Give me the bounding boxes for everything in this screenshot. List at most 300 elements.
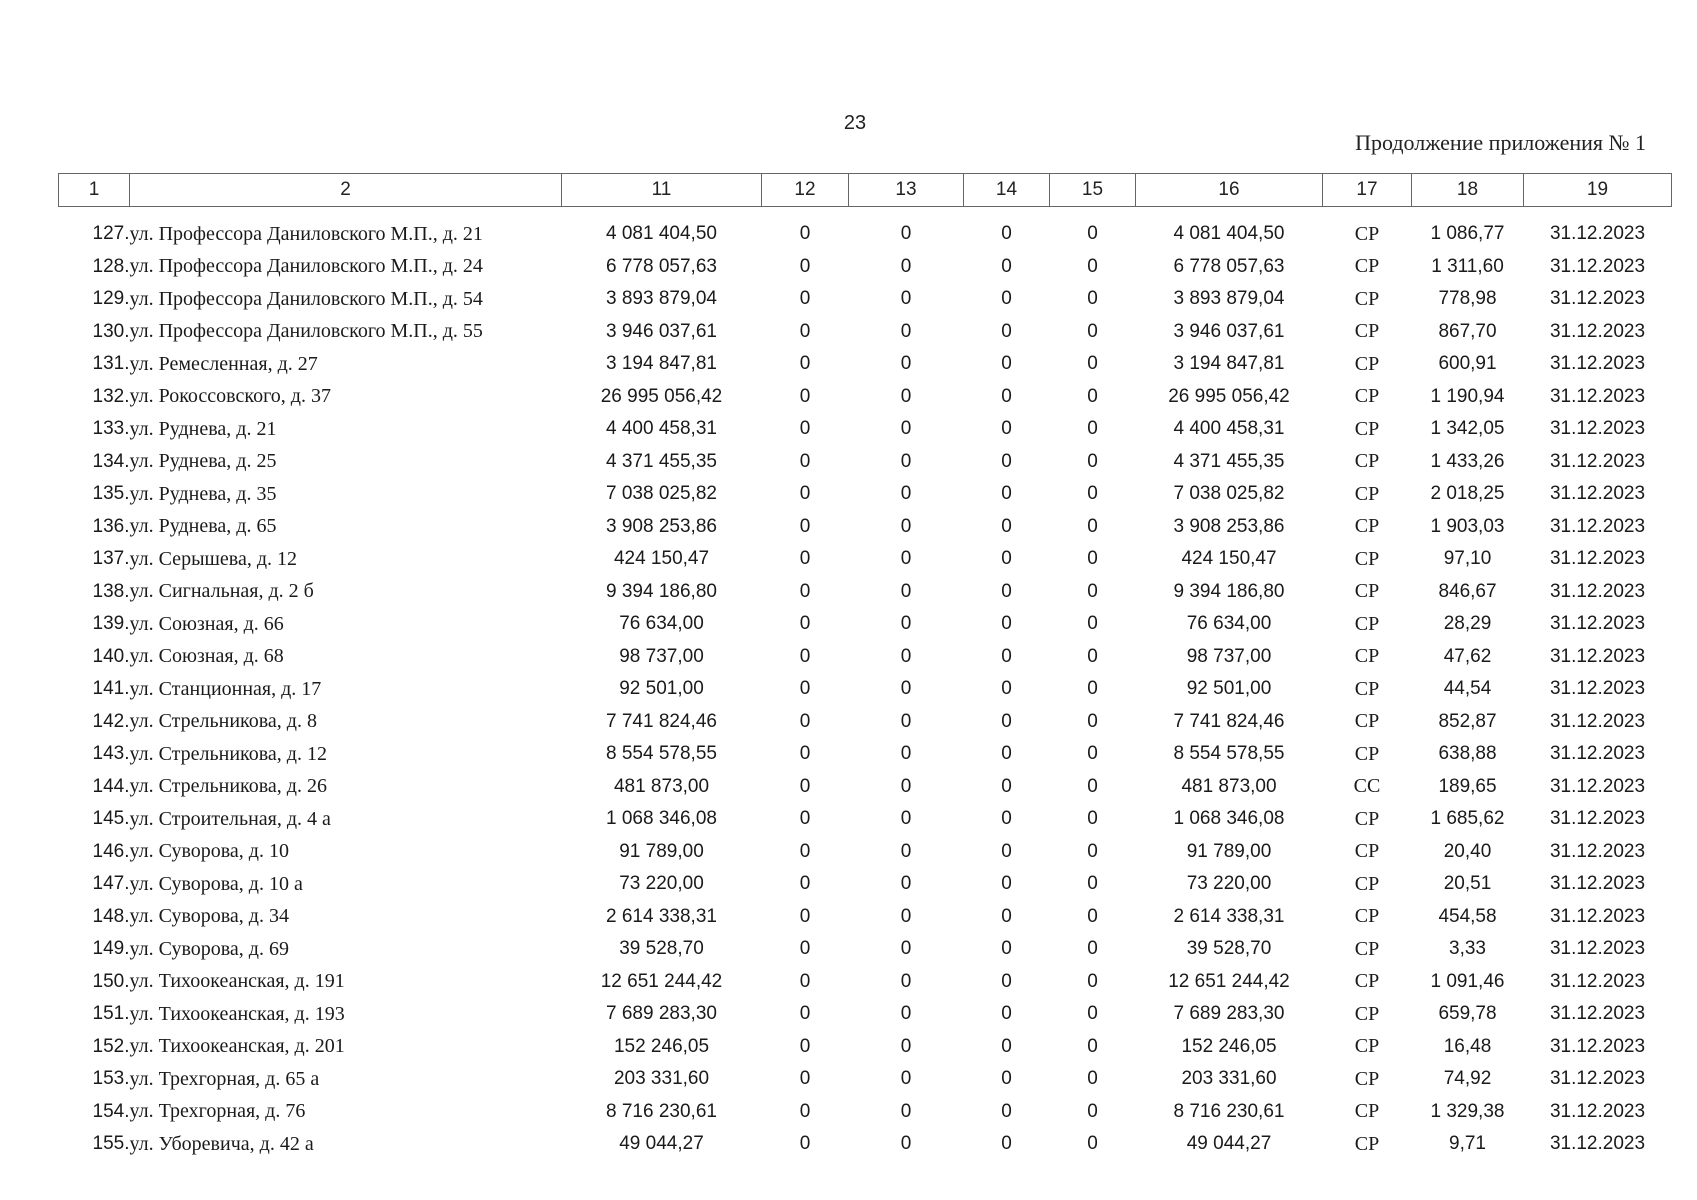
- table-row: [59, 283, 1672, 316]
- amount-col-14: 0: [1001, 548, 1012, 570]
- table-row: [59, 868, 1672, 901]
- work-type: СР: [1354, 1002, 1380, 1025]
- amount-col-14: 0: [1001, 808, 1012, 830]
- amount-col-16: 7 038 025,82: [1173, 483, 1285, 505]
- work-type: СР: [1354, 450, 1380, 473]
- amount-col-14: 0: [1001, 223, 1012, 245]
- area-value: 1 190,94: [1430, 385, 1505, 407]
- work-type: СР: [1354, 840, 1380, 863]
- amount-col-14: 0: [1001, 970, 1012, 992]
- amount-col-15: 0: [1087, 223, 1098, 245]
- amount-col-15: 0: [1087, 1035, 1098, 1057]
- amount-col-16: 12 651 244,42: [1168, 970, 1290, 992]
- amount-col-14: 0: [1001, 873, 1012, 895]
- amount-col-15: 0: [1087, 1068, 1098, 1090]
- amount-col-14: 0: [1001, 710, 1012, 732]
- data-table: [58, 173, 1672, 1161]
- row-number: 137.: [92, 548, 130, 570]
- amount-col-15: 0: [1087, 743, 1098, 765]
- amount-total: 91 789,00: [619, 840, 704, 862]
- table-row: [59, 251, 1672, 284]
- amount-total: 92 501,00: [619, 678, 704, 700]
- address: ул. Тихоокеанская, д. 201: [129, 1035, 345, 1058]
- row-number: 150.: [92, 970, 130, 992]
- amount-col-15: 0: [1087, 255, 1098, 277]
- address: ул. Стрельникова, д. 12: [129, 742, 327, 765]
- table-row: [59, 348, 1672, 381]
- amount-col-16: 3 194 847,81: [1173, 353, 1285, 375]
- deadline-date: 31.12.2023: [1549, 1035, 1646, 1057]
- amount-col-13: 0: [900, 1068, 912, 1090]
- row-number: 140.: [92, 645, 130, 667]
- work-type: СР: [1354, 677, 1380, 700]
- deadline-date: 31.12.2023: [1549, 418, 1646, 440]
- amount-total: 3 893 879,04: [606, 288, 717, 310]
- area-value: 20,51: [1443, 873, 1492, 895]
- amount-col-16: 9 394 186,80: [1173, 580, 1285, 602]
- deadline-date: 31.12.2023: [1549, 905, 1646, 927]
- amount-total: 4 400 458,31: [606, 418, 717, 440]
- amount-total: 26 995 056,42: [600, 385, 723, 407]
- work-type: СР: [1354, 255, 1380, 278]
- area-value: 1 342,05: [1430, 418, 1505, 440]
- amount-col-16: 76 634,00: [1186, 613, 1272, 635]
- row-number: 146.: [92, 840, 130, 862]
- amount-col-13: 0: [900, 775, 912, 797]
- table-row: [59, 706, 1672, 739]
- row-number: 141.: [92, 678, 130, 700]
- amount-col-12: 0: [799, 873, 811, 895]
- area-value: 1 433,26: [1430, 450, 1505, 472]
- column-header-12: 12: [762, 174, 849, 207]
- table-row: [59, 1063, 1672, 1096]
- work-type: СР: [1354, 645, 1380, 668]
- deadline-date: 31.12.2023: [1549, 710, 1646, 732]
- column-header-2: 2: [130, 174, 562, 207]
- amount-col-14: 0: [1001, 645, 1012, 667]
- work-type: СР: [1354, 872, 1380, 895]
- amount-col-15: 0: [1087, 288, 1098, 310]
- amount-col-14: 0: [1001, 613, 1012, 635]
- amount-col-15: 0: [1087, 970, 1098, 992]
- table-row: [59, 1128, 1672, 1161]
- amount-col-16: 73 220,00: [1186, 873, 1272, 895]
- amount-col-12: 0: [799, 515, 811, 537]
- area-value: 600,91: [1438, 353, 1497, 375]
- amount-total: 8 716 230,61: [606, 1100, 717, 1122]
- deadline-date: 31.12.2023: [1549, 678, 1646, 700]
- deadline-date: 31.12.2023: [1549, 548, 1646, 570]
- page-number: 23: [843, 112, 867, 134]
- amount-col-12: 0: [799, 808, 811, 830]
- amount-col-12: 0: [799, 645, 811, 667]
- amount-col-14: 0: [1001, 775, 1012, 797]
- amount-col-12: 0: [799, 385, 811, 407]
- amount-col-16: 4 081 404,50: [1173, 223, 1285, 245]
- amount-col-16: 8 716 230,61: [1173, 1100, 1285, 1122]
- work-type: СР: [1354, 417, 1380, 440]
- amount-col-14: 0: [1001, 1133, 1012, 1155]
- amount-total: 7 689 283,30: [606, 1003, 717, 1025]
- amount-col-16: 39 528,70: [1186, 938, 1272, 960]
- area-value: 852,87: [1438, 710, 1497, 732]
- table-row: [59, 738, 1672, 771]
- amount-col-12: 0: [799, 483, 811, 505]
- table-row: [59, 576, 1672, 609]
- deadline-date: 31.12.2023: [1549, 1133, 1646, 1155]
- amount-total: 73 220,00: [619, 873, 704, 895]
- deadline-date: 31.12.2023: [1549, 255, 1646, 277]
- amount-col-15: 0: [1087, 320, 1098, 342]
- amount-col-14: 0: [1001, 450, 1012, 472]
- work-type: СР: [1354, 515, 1380, 538]
- column-header-18: 18: [1412, 174, 1524, 207]
- address: ул. Стрельникова, д. 26: [129, 775, 327, 798]
- amount-col-15: 0: [1087, 1133, 1098, 1155]
- amount-col-14: 0: [1001, 678, 1012, 700]
- work-type: СР: [1354, 612, 1380, 635]
- amount-total: 2 614 338,31: [606, 905, 717, 927]
- row-number: 154.: [92, 1100, 130, 1122]
- amount-col-12: 0: [799, 320, 811, 342]
- address: ул. Руднева, д. 35: [129, 482, 277, 505]
- amount-col-12: 0: [799, 1035, 811, 1057]
- work-type: СС: [1353, 775, 1381, 798]
- amount-col-15: 0: [1087, 580, 1098, 602]
- amount-total: 4 371 455,35: [606, 450, 717, 472]
- amount-col-14: 0: [1001, 483, 1012, 505]
- address: ул. Суворова, д. 10: [129, 840, 289, 863]
- deadline-date: 31.12.2023: [1549, 873, 1646, 895]
- table-row: [59, 413, 1672, 446]
- deadline-date: 31.12.2023: [1549, 288, 1646, 310]
- amount-col-14: 0: [1001, 255, 1012, 277]
- amount-col-16: 4 400 458,31: [1173, 418, 1285, 440]
- amount-col-12: 0: [799, 580, 811, 602]
- row-number: 128.: [92, 255, 130, 277]
- amount-col-12: 0: [799, 1003, 811, 1025]
- amount-col-16: 49 044,27: [1186, 1133, 1272, 1155]
- amount-col-12: 0: [799, 450, 811, 472]
- amount-col-13: 0: [900, 840, 912, 862]
- table-row: [59, 803, 1672, 836]
- amount-col-15: 0: [1087, 775, 1098, 797]
- address: ул. Уборевича, д. 42 а: [129, 1132, 314, 1155]
- amount-total: 39 528,70: [619, 938, 704, 960]
- column-header-16: 16: [1136, 174, 1323, 207]
- amount-col-12: 0: [799, 613, 811, 635]
- amount-col-13: 0: [900, 1035, 912, 1057]
- address: ул. Тихоокеанская, д. 191: [129, 970, 345, 993]
- work-type: СР: [1354, 807, 1380, 830]
- row-number: 139.: [92, 613, 130, 635]
- row-number: 145.: [92, 808, 130, 830]
- amount-col-12: 0: [799, 255, 811, 277]
- amount-col-13: 0: [900, 483, 912, 505]
- work-type: СР: [1354, 1035, 1380, 1058]
- amount-col-13: 0: [900, 515, 912, 537]
- column-header-15: 15: [1050, 174, 1136, 207]
- area-value: 1 329,38: [1430, 1100, 1505, 1122]
- deadline-date: 31.12.2023: [1549, 743, 1646, 765]
- deadline-date: 31.12.2023: [1549, 1100, 1646, 1122]
- amount-col-15: 0: [1087, 353, 1098, 375]
- table-row: [59, 641, 1672, 674]
- table-row: [59, 316, 1672, 349]
- area-value: 3,33: [1449, 938, 1486, 960]
- deadline-date: 31.12.2023: [1549, 970, 1646, 992]
- amount-col-16: 4 371 455,35: [1173, 450, 1285, 472]
- amount-col-16: 203 331,60: [1181, 1068, 1277, 1090]
- table-row: [59, 998, 1672, 1031]
- area-value: 74,92: [1443, 1068, 1492, 1090]
- table-row: [59, 381, 1672, 414]
- area-value: 1 903,03: [1430, 515, 1505, 537]
- row-number: 147.: [92, 873, 130, 895]
- column-header-1: 1: [59, 174, 130, 207]
- amount-col-13: 0: [900, 1133, 912, 1155]
- amount-col-12: 0: [799, 223, 811, 245]
- address: ул. Суворова, д. 69: [129, 937, 289, 960]
- row-number: 143.: [92, 743, 130, 765]
- amount-col-12: 0: [799, 743, 811, 765]
- amount-col-12: 0: [799, 710, 811, 732]
- amount-total: 9 394 186,80: [606, 580, 717, 602]
- address: ул. Союзная, д. 68: [129, 645, 284, 668]
- work-type: СР: [1354, 1100, 1380, 1123]
- address: ул. Строительная, д. 4 а: [129, 807, 331, 830]
- area-value: 28,29: [1443, 613, 1492, 635]
- amount-col-16: 26 995 056,42: [1168, 385, 1290, 407]
- deadline-date: 31.12.2023: [1549, 1068, 1646, 1090]
- area-value: 9,71: [1449, 1133, 1486, 1155]
- amount-col-12: 0: [799, 970, 811, 992]
- row-number: 131.: [92, 353, 130, 375]
- amount-col-15: 0: [1087, 873, 1098, 895]
- amount-col-14: 0: [1001, 938, 1012, 960]
- address: ул. Профессора Даниловского М.П., д. 21: [129, 222, 483, 245]
- amount-col-13: 0: [900, 548, 912, 570]
- amount-col-14: 0: [1001, 288, 1012, 310]
- table-row: [59, 478, 1672, 511]
- row-number: 135.: [92, 483, 130, 505]
- amount-col-13: 0: [900, 580, 912, 602]
- amount-col-15: 0: [1087, 645, 1098, 667]
- amount-col-14: 0: [1001, 1003, 1012, 1025]
- work-type: СР: [1354, 222, 1380, 245]
- amount-col-12: 0: [799, 288, 811, 310]
- amount-col-16: 7 689 283,30: [1173, 1003, 1285, 1025]
- deadline-date: 31.12.2023: [1549, 775, 1646, 797]
- address: ул. Серышева, д. 12: [129, 547, 298, 570]
- area-value: 1 086,77: [1430, 223, 1505, 245]
- amount-col-13: 0: [900, 385, 912, 407]
- amount-col-12: 0: [799, 775, 811, 797]
- amount-col-15: 0: [1087, 515, 1098, 537]
- row-number: 129.: [92, 288, 130, 310]
- amount-col-14: 0: [1001, 1068, 1012, 1090]
- deadline-date: 31.12.2023: [1549, 938, 1646, 960]
- amount-col-16: 91 789,00: [1186, 840, 1272, 862]
- address: ул. Станционная, д. 17: [129, 677, 322, 700]
- address: ул. Профессора Даниловского М.П., д. 55: [129, 320, 483, 343]
- work-type: СР: [1354, 710, 1380, 733]
- address: ул. Суворова, д. 34: [129, 905, 289, 928]
- area-value: 1 685,62: [1430, 808, 1505, 830]
- amount-total: 12 651 244,42: [600, 970, 723, 992]
- area-value: 846,67: [1438, 580, 1497, 602]
- row-number: 136.: [92, 515, 130, 537]
- address: ул. Рокоссовского, д. 37: [129, 385, 331, 408]
- table-body: [59, 207, 1672, 1161]
- deadline-date: 31.12.2023: [1549, 385, 1646, 407]
- amount-col-15: 0: [1087, 938, 1098, 960]
- amount-col-13: 0: [900, 905, 912, 927]
- amount-col-12: 0: [799, 938, 811, 960]
- area-value: 47,62: [1443, 645, 1492, 667]
- table-row: [59, 901, 1672, 934]
- amount-col-13: 0: [900, 255, 912, 277]
- amount-total: 481 873,00: [613, 775, 710, 797]
- table-row: [59, 543, 1672, 576]
- amount-col-14: 0: [1001, 418, 1012, 440]
- amount-col-16: 3 946 037,61: [1173, 320, 1285, 342]
- area-value: 97,10: [1443, 548, 1492, 570]
- table-row: [59, 966, 1672, 999]
- work-type: СР: [1354, 580, 1380, 603]
- amount-col-16: 424 150,47: [1181, 548, 1277, 570]
- amount-total: 6 778 057,63: [606, 255, 717, 277]
- amount-col-14: 0: [1001, 320, 1012, 342]
- amount-col-16: 7 741 824,46: [1173, 710, 1285, 732]
- amount-col-13: 0: [900, 353, 912, 375]
- address: ул. Трехгорная, д. 65 а: [129, 1067, 320, 1090]
- column-header-17: 17: [1323, 174, 1412, 207]
- amount-col-13: 0: [900, 450, 912, 472]
- column-header-11: 11: [562, 174, 762, 207]
- area-value: 189,65: [1438, 775, 1497, 797]
- amount-col-16: 3 893 879,04: [1173, 288, 1285, 310]
- address: ул. Руднева, д. 25: [129, 450, 277, 473]
- amount-col-16: 152 246,05: [1181, 1035, 1277, 1057]
- amount-col-14: 0: [1001, 515, 1012, 537]
- amount-total: 424 150,47: [613, 548, 710, 570]
- amount-col-13: 0: [900, 1100, 912, 1122]
- amount-col-13: 0: [900, 613, 912, 635]
- amount-col-16: 481 873,00: [1181, 775, 1277, 797]
- amount-col-14: 0: [1001, 1035, 1012, 1057]
- area-value: 2 018,25: [1430, 483, 1505, 505]
- work-type: СР: [1354, 905, 1380, 928]
- area-value: 659,78: [1438, 1003, 1497, 1025]
- amount-col-13: 0: [900, 1003, 912, 1025]
- amount-col-12: 0: [799, 418, 811, 440]
- amount-col-15: 0: [1087, 905, 1098, 927]
- amount-col-13: 0: [900, 645, 912, 667]
- deadline-date: 31.12.2023: [1549, 645, 1646, 667]
- table-row: [59, 1031, 1672, 1064]
- work-type: СР: [1354, 742, 1380, 765]
- amount-col-13: 0: [900, 288, 912, 310]
- amount-total: 3 194 847,81: [606, 353, 717, 375]
- table-row: [59, 933, 1672, 966]
- area-value: 44,54: [1443, 678, 1492, 700]
- amount-col-13: 0: [900, 808, 912, 830]
- table-row: [59, 673, 1672, 706]
- area-value: 1 091,46: [1430, 970, 1505, 992]
- amount-total: 3 908 253,86: [606, 515, 717, 537]
- deadline-date: 31.12.2023: [1549, 840, 1646, 862]
- table-row: [59, 608, 1672, 641]
- appendix-label: Продолжение приложения № 1: [1355, 130, 1646, 155]
- amount-col-12: 0: [799, 905, 811, 927]
- address: ул. Руднева, д. 65: [129, 515, 277, 538]
- work-type: СР: [1354, 320, 1380, 343]
- amount-col-13: 0: [900, 743, 912, 765]
- amount-total: 7 741 824,46: [606, 710, 717, 732]
- amount-col-13: 0: [900, 873, 912, 895]
- area-value: 16,48: [1443, 1035, 1492, 1057]
- amount-col-15: 0: [1087, 710, 1098, 732]
- amount-col-15: 0: [1087, 450, 1098, 472]
- address: ул. Профессора Даниловского М.П., д. 24: [129, 255, 483, 278]
- amount-total: 8 554 578,55: [606, 743, 717, 765]
- address: ул. Суворова, д. 10 а: [129, 872, 303, 895]
- amount-col-14: 0: [1001, 840, 1012, 862]
- work-type: СР: [1354, 352, 1380, 375]
- area-value: 638,88: [1438, 743, 1497, 765]
- amount-total: 49 044,27: [619, 1133, 704, 1155]
- amount-col-13: 0: [900, 223, 912, 245]
- amount-col-15: 0: [1087, 385, 1098, 407]
- deadline-date: 31.12.2023: [1549, 808, 1646, 830]
- address: ул. Руднева, д. 21: [129, 417, 277, 440]
- amount-col-16: 3 908 253,86: [1173, 515, 1285, 537]
- deadline-date: 31.12.2023: [1549, 580, 1646, 602]
- amount-col-14: 0: [1001, 905, 1012, 927]
- row-number: 132.: [92, 385, 130, 407]
- amount-col-13: 0: [900, 710, 912, 732]
- table-row: [59, 218, 1672, 251]
- amount-col-15: 0: [1087, 613, 1098, 635]
- amount-total: 98 737,00: [619, 645, 704, 667]
- column-header-19: 19: [1524, 174, 1672, 207]
- amount-total: 4 081 404,50: [606, 223, 717, 245]
- amount-col-13: 0: [900, 320, 912, 342]
- amount-col-14: 0: [1001, 353, 1012, 375]
- work-type: СР: [1354, 287, 1380, 310]
- area-value: 867,70: [1438, 320, 1497, 342]
- row-number: 155.: [92, 1133, 130, 1155]
- amount-col-16: 2 614 338,31: [1173, 905, 1285, 927]
- amount-col-16: 98 737,00: [1186, 645, 1272, 667]
- amount-col-15: 0: [1087, 840, 1098, 862]
- address: ул. Трехгорная, д. 76: [129, 1100, 306, 1123]
- deadline-date: 31.12.2023: [1549, 223, 1646, 245]
- amount-col-15: 0: [1087, 483, 1098, 505]
- amount-col-15: 0: [1087, 1003, 1098, 1025]
- amount-total: 7 038 025,82: [606, 483, 717, 505]
- table-row: [59, 446, 1672, 479]
- amount-col-12: 0: [799, 840, 811, 862]
- amount-col-13: 0: [900, 418, 912, 440]
- work-type: СР: [1354, 970, 1380, 993]
- row-number: 148.: [92, 905, 130, 927]
- amount-col-12: 0: [799, 548, 811, 570]
- amount-col-15: 0: [1087, 418, 1098, 440]
- row-number: 144.: [92, 775, 130, 797]
- amount-col-15: 0: [1087, 678, 1098, 700]
